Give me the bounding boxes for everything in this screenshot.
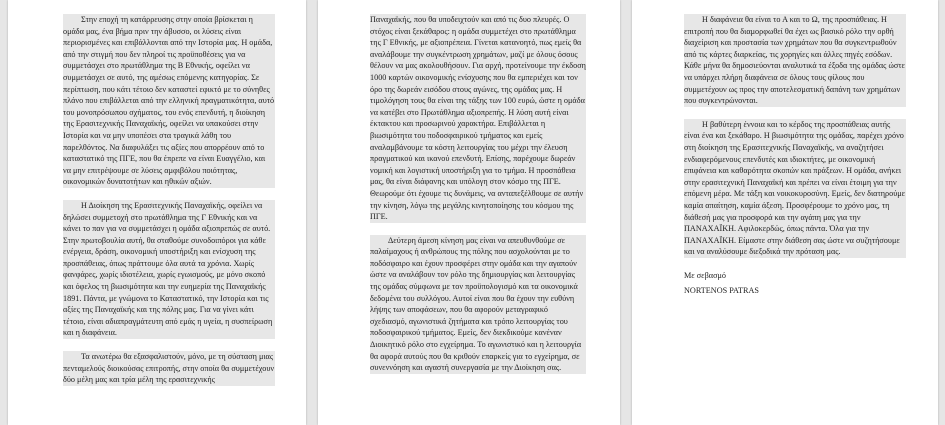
paragraph: Δεύτερη άμεση κίνηση μας είναι να απευθυνθούμε σε παλαίμαχους ή ανθρώπους της πόλης που ασχολούνται με το ποδόσφαιρο και έχουν προσφέρει στην ομάδα και την αγαπούν ώστε να αναλάβουν τον ρόλο της δημιουργίας και λειτουργίας της ομάδας σύμφωνα με τον προϋπολογισμό και τα οικονομικά δεδομένα του συλλόγου. Αυτοί είναι που θα έχουν την ευθύνη λήψης των αποφάσεων, που θα αφορούν μεταγραφικό σχεδιασμό, αγωνιστικά ζητήματα και τρόπο λειτουργίας του ποδοσφαιρικού τμήματος. Εμείς, δεν διεκδικούμε κανέναν Διοικητικό ρόλο στο εγχείρημα. Το αγωνιστικό και η λειτουργία θα αφορά αυτούς που θα κριθούν επαρκείς για το εγχείρημα, σε συνεννόηση και αγαστή συνεργασία με την Διοίκηση σας. [370,235,586,374]
document-page-3 [632,0,938,425]
paragraph: Στην εποχή τη κατάρρευσης στην οποία βρίσκεται η ομάδα μας, ένα βήμα πριν την άβυσσο, οι λύσεις είναι περιορισμένες και επιβάλλονται από την Ιστορία μας. Η ομάδα, από την στιγμή που δεν πληροί τις προϋποθέσεις για να συμμετάσχει στο πρωτάθλημα της Β Εθνικής, οφείλει να συμμετάσχει σε αυτό, της αμέσως επόμενης κατηγορίας. Σε περίπτωση, που κάτι τέτοιο δεν καταστεί εφικτό με το σύνηθες πλάνο που επιβάλλεται από την ελληνική πραγματικότητα, αυτό του μονοπρόσωπου σχήματος, του ενός επενδυτή, η διοίκηση της Ερασιτεχνικής Παναχαϊκής, οφείλει να υπακούσει στην Ιστορία και να μην υποπέσει στα τραγικά λάθη του παρελθόντος. Να διαφυλάξει τις αξίες που απορρέουν από το καταστατικό της ΠΓΕ, που θα έπρεπε να είναι Ευαγγέλιο, και να μην επιτρέψουμε σε λύσεις αμφιβόλου ποιότητας, οικονομικών δυνατοτήτων και ηθικών αξιών. [63,15,275,187]
signature: NORTENOS PATRAS [684,286,759,296]
page-1-text [63,14,275,398]
page-3-text [684,14,906,301]
closing-salutation: Με σεβασμό [684,270,726,280]
page-2-text [370,14,586,386]
paragraph: Τα ανωτέρω θα εξασφαλιστούν, μόνο, με τη σύσταση μιας πενταμελούς διοικούσας επιτροπής, στην οποία θα συμμετέχουν δύο μέλη μας και τρία μέλη της ερασιτεχνικής [63,352,275,385]
paragraph: Παναχαϊκής, που θα υποδειχτούν και από τις δυο πλευρές. Ο στόχος είναι ξεκάθαρος: η ομάδα συμμετέχει στο πρωτάθλημα της Γ Εθνικής, με αξιοπρέπεια. Γίνεται κατανοητό, πως εμείς θα αναλάβουμε την συγκέντρωση χρημάτων, μαζί με όλους όσους θέλουν να μας ακολουθήσουν. Για αρχή, προτείνουμε την έκδοση 1000 καρτών οικονομικής ενίσχυσης που θα εμπεριέχει και τον όρο της δωρεάν εισόδου στους αγώνες, της ομάδας μας. Η τιμολόγηση τους θα είναι της τάξης των 100 ευρώ, ώστε η ομάδα να κατέβει στο Πρωτάθλημα αξιοπρεπής. Η λύση αυτή είναι έκτακτου και προσωρινού χαρακτήρα. Επιβάλλεται η βιωσιμότητα του ποδοσφαιρικού τμήματος και εμείς αναλαμβάνουμε τα κόστη λειτουργίας του μέχρι την έλευση πραγματικού και ικανού επενδυτή. Επίσης, παρέχουμε δωρεάν νομική και λογιστική υποστήριξη για το τμήμα. Η προσπάθεια μας, θα είναι διάφανης και υπόλογη στον κόσμο της ΠΓΕ. Θεωρούμε ότι έχουμε τις δυνάμεις, να ανταπεξέλθουμε σε αυτήν την κίνηση, λόγω της μεγάλης κινητοποίησης του κόσμου της ΠΓΕ. [370,15,586,222]
paragraph: Η διαφάνεια θα είναι το Α και το Ω, της προσπάθειας. Η επιτροπή που θα διαμορφωθεί θα έχει ως βασικό ρόλο την ορθή διαχείριση και προστασία των χρημάτων που θα συγκεντρωθούν από τις κάρτες διαρκείας, τις χορηγίες και άλλες πηγές εσόδων. Κάθε μήνα θα δημοσιεύονται αναλυτικά τα έξοδα της ομάδας ώστε να υπάρχει πλήρη διαφάνεια σε όλους τους φίλους που συμμετέχουν ως προς την αποτελεσματική δαπάνη των χρημάτων που συγκεντρώνονται. [684,15,905,106]
paragraph: Η βαθύτερη έννοια και το κέρδος της προσπάθειας αυτής είναι ένα και ξεκάθαρο. Η βιωσιμότητα της ομάδας, παρέχει χρόνο στη διοίκηση της Ερασιτεχνικής Παναχαϊκής, να αναζητήσει ενδιαφερόμενους επενδυτές και ιδιοκτήτες, με οικονομική επιφάνεια και καθαρότητα σκοπών και πράξεων. Η ομάδα, ανήκει στην ερασιτεχνική Παναχαϊκή και πρέπει να είναι έτοιμη για την επόμενη μέρα. Με τάξη και νοικοκυροσύνη. Εμείς, δεν διατηρούμε καμία απαίτηση, καμία άξεση. Προσφέρουμε το χρόνο μας, τη διάθεσή μας για προσφορά και την αγάπη μας για την ΠΑΝΑΧΑΪΚΗ. Αφιλοκερδώς, όπως πάντα. Όλα για την ΠΑΝΑΧΑΪΚΗ. Είμαστε στην διάθεση σας ώστε να συζητήσουμε και να αναλύσουμε διεξοδικά την πρόταση μας. [684,119,906,257]
paragraph: Η Διοίκηση της Ερασιτεχνικής Παναχαϊκής, οφείλει να δηλώσει συμμετοχή στο πρωτάθλημα της Γ Εθνικής και να κάνει το παν για να συμμετάσχει η ομάδα αξιοπρεπώς σε αυτό. Στην πρωτοβουλία αυτή, θα σταθούμε συνοδοιπόροι για κάθε ενέργεια, δράση, οικονομική υποστήριξη και ενίσχυση της προσπάθειας, όπως πράττουμε όλα αυτά τα χρόνια. Χωρίς φανφάρες, χωρίς ιδιοτέλεια, χωρίς εγωισμούς, με μόνο σκοπό και όφελος τη βιωσιμότητα και την ευημερία της Παναχαϊκής 1891. Πάντα, με γνώμονα το Καταστατικό, την Ιστορία και τις αξίες της Παναχαϊκής και της πόλης μας. Για να γίνει κάτι τέτοιο, είναι αδιαπραγμάτευτη από εμάς η υγεία, η συσπείρωση και η διαφάνεια. [63,200,275,339]
document-page-2 [318,0,620,425]
document-page-1 [8,0,306,425]
